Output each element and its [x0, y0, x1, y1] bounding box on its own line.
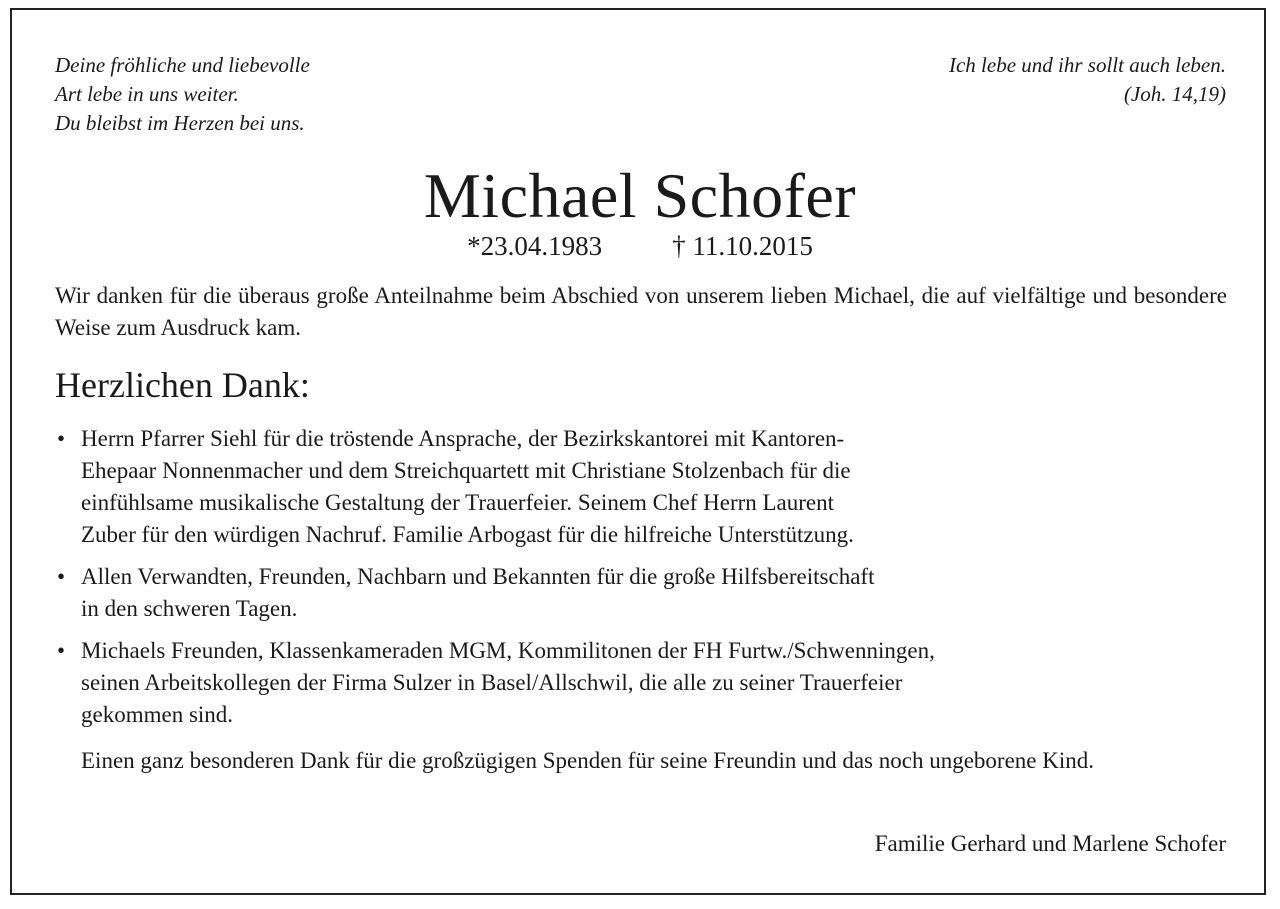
- thanks-heading: Herzlichen Dank:: [55, 365, 310, 405]
- list-item-line: in den schweren Tagen.: [81, 596, 298, 621]
- list-item: [55, 561, 1235, 625]
- list-item-line: Michaels Freunden, Klassenkameraden MGM, Kommilitonen der FH Furtw./Schwenningen,: [81, 638, 935, 663]
- bible-quote-text: Ich lebe und ihr sollt auch leben.: [948, 53, 1226, 77]
- bible-quote-reference: (Joh. 14,19): [1123, 82, 1226, 106]
- list-item-line: Ehepaar Nonnenmacher und dem Streichquartett mit Christiane Stolzenbach für die: [81, 458, 851, 483]
- bible-quote: [949, 51, 1226, 109]
- bullet-icon: •: [57, 638, 66, 663]
- thanks-list: [55, 423, 1235, 741]
- list-item: [55, 423, 1235, 551]
- list-item-line: Herrn Pfarrer Siehl für die tröstende Ansprache, der Bezirkskantorei mit Kantoren-: [81, 426, 845, 451]
- life-dates: [0, 229, 1280, 263]
- deceased-name: Michael Schofer: [423, 160, 857, 231]
- quote-left-line: Art lebe in uns weiter.: [55, 82, 239, 106]
- list-item-line: Allen Verwandten, Freunden, Nachbarn und Bekannten für die große Hilfsbereitschaft: [81, 564, 875, 589]
- quote-left-line: Deine fröhliche und liebevolle: [55, 53, 310, 77]
- quote-left-line: Du bleibst im Herzen bei uns.: [55, 111, 305, 135]
- list-item-line: seinen Arbeitskollegen der Firma Sulzer in Basel/Allschwil, die alle zu seiner Trauerfeier: [81, 670, 903, 695]
- list-item-line: einfühlsame musikalische Gestaltung der Trauerfeier. Seinem Chef Herrn Laurent: [81, 490, 835, 515]
- birth-date: *23.04.1983: [467, 231, 603, 261]
- list-item: [55, 635, 1235, 731]
- death-date: † 11.10.2015: [672, 231, 813, 261]
- bullet-icon: •: [57, 564, 66, 589]
- list-item-line: gekommen sind.: [81, 702, 234, 727]
- special-thanks-paragraph: Einen ganz besonderen Dank für die großzügigen Spenden für seine Freundin und das noch ungeborene Kind.: [81, 748, 1094, 773]
- intro-paragraph: Wir danken für die überaus große Anteilnahme beim Abschied von unserem lieben Michael, die auf vielfältige und besondere Weise zum Ausdruck kam.: [55, 283, 1227, 340]
- bullet-icon: •: [57, 426, 66, 451]
- list-item-line: Zuber für den würdigen Nachruf. Familie Arbogast für die hilfreiche Unterstützung.: [81, 522, 854, 547]
- family-signature: Familie Gerhard und Marlene Schofer: [874, 831, 1226, 856]
- quote-left: [55, 51, 310, 138]
